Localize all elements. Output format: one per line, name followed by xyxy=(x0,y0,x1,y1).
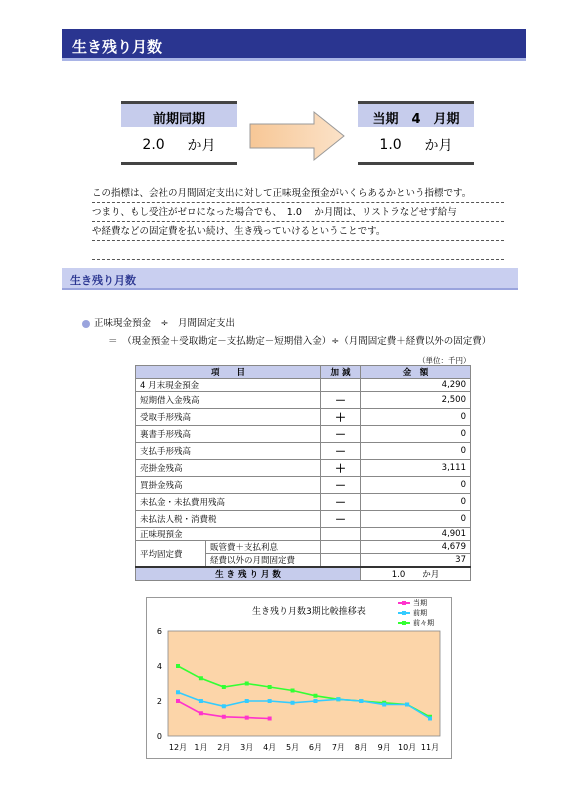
data-point xyxy=(176,664,180,668)
data-point xyxy=(245,699,249,703)
row-amount: 0 xyxy=(361,426,471,443)
calculation-table xyxy=(135,365,471,581)
x-tick-label: 10月 xyxy=(397,743,417,752)
formula xyxy=(82,315,491,347)
data-point xyxy=(176,690,180,694)
chart-title: 生き残り月数3期比較推移表 xyxy=(252,607,366,617)
table-row xyxy=(136,443,471,460)
row-sign xyxy=(321,554,361,568)
x-tick-label: 5月 xyxy=(285,743,300,752)
y-tick-label: 6 xyxy=(156,627,162,636)
x-tick-label: 7月 xyxy=(331,743,345,752)
data-point xyxy=(428,717,432,721)
row-amount: 4,679 xyxy=(361,541,471,554)
data-point xyxy=(222,715,226,719)
legend-label: 前期 xyxy=(413,609,427,617)
data-point xyxy=(245,682,249,686)
legend-item xyxy=(398,608,434,618)
y-tick-label: 2 xyxy=(156,697,162,706)
prev-period-header: 前期同期 xyxy=(121,101,237,127)
row-amount: 0 xyxy=(361,477,471,494)
row-amount: 2,500 xyxy=(361,392,471,409)
row-item: 正味現預金 xyxy=(136,528,321,541)
row-item: 販管費＋支払利息 xyxy=(206,541,321,554)
prev-period-value: 2.0 xyxy=(142,136,165,153)
data-point xyxy=(313,694,317,698)
header-sign: 加 減 xyxy=(321,366,361,379)
data-point xyxy=(245,716,249,720)
row-sign: ＋ xyxy=(321,460,361,477)
data-point xyxy=(359,699,363,703)
row-amount: 37 xyxy=(361,554,471,568)
data-point xyxy=(222,685,226,689)
prev-period-box xyxy=(121,101,237,165)
table-row xyxy=(136,379,471,392)
data-point xyxy=(199,699,203,703)
description-line: つまり、もし受注がゼロになった場合でも、 1.0 か月間は、リストラなどせず給与 xyxy=(92,203,504,222)
row-sign: － xyxy=(321,392,361,409)
row-amount: 0 xyxy=(361,409,471,426)
row-sign: － xyxy=(321,443,361,460)
x-tick-label: 6月 xyxy=(308,743,323,752)
legend-swatch xyxy=(398,612,410,614)
row-item: 受取手形残高 xyxy=(136,409,321,426)
row-item: 未払金・未払費用残高 xyxy=(136,494,321,511)
data-point xyxy=(199,711,203,715)
description-line xyxy=(92,241,504,260)
row-sign: － xyxy=(321,426,361,443)
table-row xyxy=(136,426,471,443)
curr-period-unit: か月 xyxy=(424,137,453,154)
row-sign: － xyxy=(321,494,361,511)
table-row xyxy=(136,477,471,494)
total-label: 生 き 残 り 月 数 xyxy=(136,567,361,581)
row-sign xyxy=(321,379,361,392)
description xyxy=(92,184,504,260)
table-row xyxy=(136,409,471,426)
table-row xyxy=(136,541,471,554)
total-value: 1.0 xyxy=(391,570,406,580)
prev-period-unit: か月 xyxy=(187,137,216,154)
chart-legend xyxy=(398,598,434,628)
table-row xyxy=(136,392,471,409)
unit-label: （単位：千円） xyxy=(418,356,471,365)
x-tick-label: 4月 xyxy=(263,743,277,752)
legend-label: 前々期 xyxy=(413,619,434,627)
row-sign: － xyxy=(321,511,361,528)
data-point xyxy=(382,703,386,707)
row-amount: 4,290 xyxy=(361,379,471,392)
data-point xyxy=(313,699,317,703)
formula-line-2: ＝ （現金預金＋受取勘定－支払勘定－短期借入金）÷（月間固定費＋経費以外の固定費） xyxy=(108,336,492,347)
row-item: 未払法人税・消費税 xyxy=(136,511,321,528)
x-tick-label: 1月 xyxy=(194,743,208,752)
row-item: 裏書手形残高 xyxy=(136,426,321,443)
total-amount xyxy=(361,567,471,581)
curr-period-value: 1.0 xyxy=(379,136,402,153)
x-tick-label: 11月 xyxy=(420,743,440,752)
y-tick-label: 4 xyxy=(156,662,162,671)
data-point xyxy=(268,685,272,689)
section-title: 生き残り月数 xyxy=(62,268,518,290)
row-amount: 3,111 xyxy=(361,460,471,477)
row-sign: ＋ xyxy=(321,409,361,426)
header-item: 項 目 xyxy=(136,366,321,379)
data-point xyxy=(268,717,272,721)
row-item: 売掛金残高 xyxy=(136,460,321,477)
formula-line-1: 正味現金預金 ÷ 月間固定支出 xyxy=(94,318,235,329)
row-amount: 0 xyxy=(361,494,471,511)
row-sign: － xyxy=(321,477,361,494)
page-title: 生き残り月数 xyxy=(62,29,526,61)
prev-period-value-row xyxy=(121,127,237,165)
row-item: 短期借入金残高 xyxy=(136,392,321,409)
curr-period-header: 当期 4 月期 xyxy=(358,101,474,127)
data-point xyxy=(222,704,226,708)
header-amount: 金 額 xyxy=(361,366,471,379)
x-tick-label: 9月 xyxy=(377,743,391,752)
x-tick-label: 3月 xyxy=(240,743,254,752)
table-header-row xyxy=(136,366,471,379)
legend-item xyxy=(398,598,434,608)
data-point xyxy=(176,699,180,703)
table-row xyxy=(136,528,471,541)
x-tick-label: 2月 xyxy=(217,743,231,752)
row-amount: 4,901 xyxy=(361,528,471,541)
data-point xyxy=(405,703,409,707)
table-row xyxy=(136,511,471,528)
bullet-icon xyxy=(82,320,90,328)
row-amount: 0 xyxy=(361,511,471,528)
total-unit: か月 xyxy=(422,570,440,580)
data-point xyxy=(291,689,295,693)
legend-item xyxy=(398,618,434,628)
legend-label: 当期 xyxy=(413,599,427,607)
total-row xyxy=(136,567,471,581)
curr-period-value-row xyxy=(358,127,474,165)
legend-swatch xyxy=(398,622,410,624)
description-line: や経費などの固定費を払い続け、生き残っていけるということです。 xyxy=(92,222,504,241)
row-item: 買掛金残高 xyxy=(136,477,321,494)
right-arrow-icon xyxy=(248,110,346,162)
legend-swatch xyxy=(398,602,410,604)
description-line: この指標は、会社の月間固定支出に対して正味現金預金がいくらあるかという指標です。 xyxy=(92,184,504,203)
x-tick-label: 8月 xyxy=(354,743,368,752)
plot-area xyxy=(168,631,440,736)
row-amount: 0 xyxy=(361,443,471,460)
row-sign xyxy=(321,528,361,541)
table-row xyxy=(136,460,471,477)
fixed-cost-label: 平均固定費 xyxy=(136,541,206,568)
curr-period-box xyxy=(358,101,474,165)
row-item: 支払手形残高 xyxy=(136,443,321,460)
row-sign xyxy=(321,541,361,554)
row-item: 経費以外の月間固定費 xyxy=(206,554,321,568)
data-point xyxy=(291,701,295,705)
data-point xyxy=(268,699,272,703)
data-point xyxy=(336,697,340,701)
table-row xyxy=(136,494,471,511)
x-tick-label: 12月 xyxy=(168,743,188,752)
data-point xyxy=(199,676,203,680)
y-tick-label: 0 xyxy=(156,732,162,741)
row-item: 4 月末現金預金 xyxy=(136,379,321,392)
